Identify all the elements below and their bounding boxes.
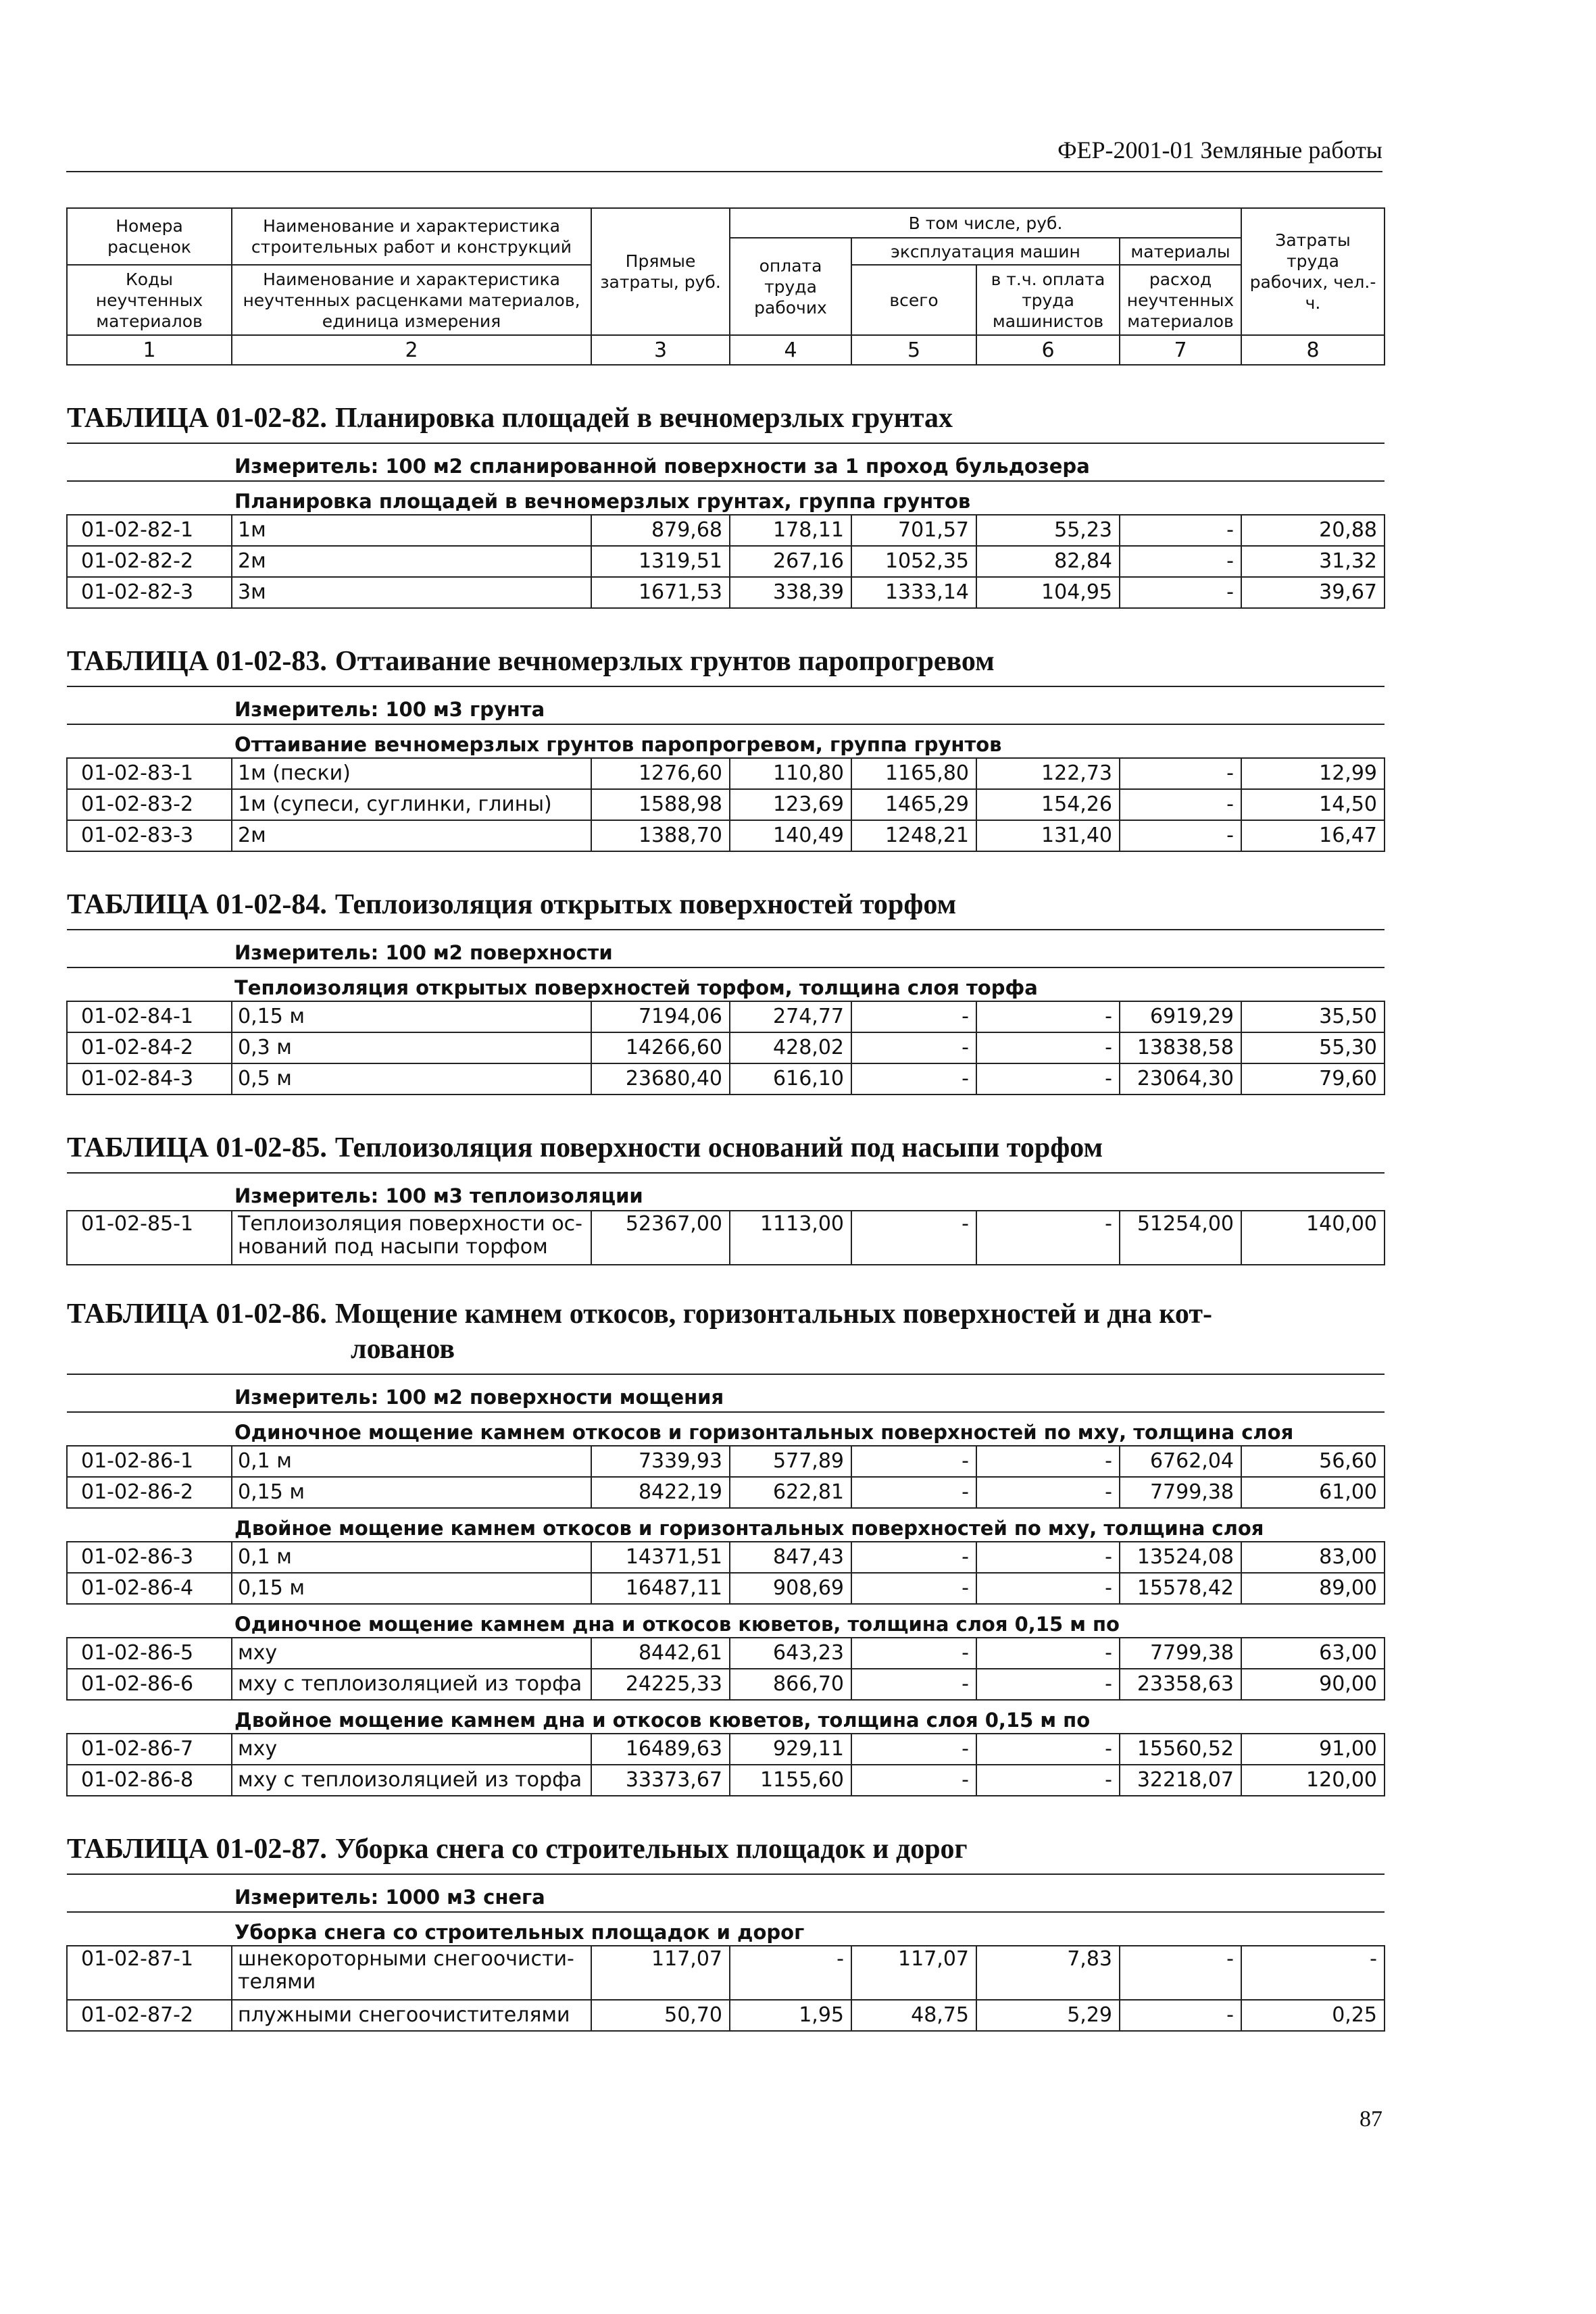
machines-total: 117,07 <box>851 1946 976 2000</box>
table-title-row <box>67 608 1385 686</box>
direct-costs: 1319,51 <box>591 546 730 577</box>
machines-total: - <box>851 1638 976 1669</box>
work-name: 1м (пески) <box>232 758 591 789</box>
materials-cost: 32218,07 <box>1120 1765 1241 1796</box>
machinists-pay: - <box>976 1765 1120 1796</box>
rate-code: 01-02-82-3 <box>67 577 232 608</box>
labor-hours: - <box>1241 1946 1385 2000</box>
work-name: 0,15 м <box>232 1573 591 1604</box>
group-title: Уборка снега со строительных площадок и дорог <box>67 1912 1385 1946</box>
work-name: 0,3 м <box>232 1032 591 1063</box>
worker-pay: 866,70 <box>730 1669 851 1700</box>
table-number: ТАБЛИЦА 01-02-83. <box>67 646 327 677</box>
labor-hours: 90,00 <box>1241 1669 1385 1700</box>
running-title: ФЕР-2001-01 Земляные работы <box>1057 136 1382 164</box>
rate-code: 01-02-83-3 <box>67 820 232 851</box>
machines-total: - <box>851 1477 976 1508</box>
materials-cost: - <box>1120 2000 1241 2031</box>
work-name: шнекороторными снегоочисти-телями <box>232 1946 591 2000</box>
materials-cost: - <box>1120 577 1241 608</box>
group-title-row <box>67 724 1385 758</box>
direct-costs: 7339,93 <box>591 1446 730 1477</box>
machines-header: эксплуатация машин <box>851 238 1120 265</box>
table-title <box>67 887 1385 922</box>
rate-code: 01-02-82-1 <box>67 515 232 546</box>
page-number: 87 <box>1360 2107 1382 2132</box>
labor-hours: 31,32 <box>1241 546 1385 577</box>
group-title-row <box>67 1604 1385 1638</box>
table-title-text: Мощение камнем откосов, горизонтальных поверхностей и дна кот- <box>334 1299 1212 1330</box>
machinists-pay: 104,95 <box>976 577 1120 608</box>
group-title-row <box>67 1412 1385 1446</box>
machines-total: 48,75 <box>851 2000 976 2031</box>
table-title-row <box>67 365 1385 443</box>
table-row <box>67 820 1385 851</box>
direct-costs: 24225,33 <box>591 1669 730 1700</box>
table-row <box>67 1946 1385 2000</box>
measure-value: 100 м2 поверхности мощения <box>385 1386 724 1409</box>
direct-costs: 14371,51 <box>591 1542 730 1573</box>
table-title <box>67 401 1385 436</box>
machinists-pay: 122,73 <box>976 758 1120 789</box>
col-name-sub-header: Наименование и характеристика неучтенных расценками материалов, единица измерения <box>232 265 591 335</box>
machinists-pay: - <box>976 1477 1120 1508</box>
worker-pay: 140,49 <box>730 820 851 851</box>
machines-total: 1165,80 <box>851 758 976 789</box>
labor-hours: 35,50 <box>1241 1001 1385 1032</box>
materials-cost: - <box>1120 1946 1241 2000</box>
materials-cost: 6762,04 <box>1120 1446 1241 1477</box>
machinists-pay: 82,84 <box>976 546 1120 577</box>
work-name: мху <box>232 1638 591 1669</box>
measure-value: 100 м2 поверхности <box>385 941 613 964</box>
table-row <box>67 758 1385 789</box>
measure-row <box>67 443 1385 481</box>
table-row <box>67 546 1385 577</box>
column-number: 5 <box>851 335 976 365</box>
labor-hours: 39,67 <box>1241 577 1385 608</box>
work-name: 1м <box>232 515 591 546</box>
worker-pay: 616,10 <box>730 1063 851 1095</box>
measure-value: 100 м3 грунта <box>385 698 545 721</box>
rate-code: 01-02-87-2 <box>67 2000 232 2031</box>
machines-total: 1052,35 <box>851 546 976 577</box>
rate-code: 01-02-84-2 <box>67 1032 232 1063</box>
machinists-pay: 5,29 <box>976 2000 1120 2031</box>
column-number: 3 <box>591 335 730 365</box>
table-title <box>67 1832 1385 1867</box>
rate-code: 01-02-86-3 <box>67 1542 232 1573</box>
materials-cost: 13524,08 <box>1120 1542 1241 1573</box>
worker-pay: 428,02 <box>730 1032 851 1063</box>
group-title: Планировка площадей в вечномерзлых грунтах, группа грунтов <box>67 481 1385 515</box>
measure-row <box>67 1173 1385 1211</box>
machines-total: - <box>851 1063 976 1095</box>
group-title-row <box>67 1508 1385 1542</box>
table-row <box>67 2000 1385 2031</box>
rate-code: 01-02-84-3 <box>67 1063 232 1095</box>
machinists-pay: - <box>976 1734 1120 1765</box>
machines-total: - <box>851 1573 976 1604</box>
column-number: 8 <box>1241 335 1385 365</box>
labor-hours: 56,60 <box>1241 1446 1385 1477</box>
measure-row <box>67 930 1385 967</box>
group-title: Двойное мощение камнем откосов и горизонтальных поверхностей по мху, толщина слоя <box>67 1508 1385 1542</box>
column-number: 2 <box>232 335 591 365</box>
table-section <box>67 851 1385 1095</box>
worker-pay: 110,80 <box>730 758 851 789</box>
materials-cost: 51254,00 <box>1120 1211 1241 1265</box>
estimate-table <box>66 207 1385 2032</box>
labor-hours: 140,00 <box>1241 1211 1385 1265</box>
machinists-pay: - <box>976 1032 1120 1063</box>
machines-total: - <box>851 1542 976 1573</box>
direct-costs: 23680,40 <box>591 1063 730 1095</box>
column-number: 4 <box>730 335 851 365</box>
work-name: 0,15 м <box>232 1001 591 1032</box>
table-title-row <box>67 1265 1385 1374</box>
group-title-row <box>67 481 1385 515</box>
labor-hours: 120,00 <box>1241 1765 1385 1796</box>
direct-costs: 8422,19 <box>591 1477 730 1508</box>
materials-cost: - <box>1120 789 1241 820</box>
measure-label: Измеритель: <box>234 1386 379 1409</box>
machines-total: - <box>851 1001 976 1032</box>
worker-pay: 929,11 <box>730 1734 851 1765</box>
measure-row <box>67 1374 1385 1412</box>
work-name: 2м <box>232 820 591 851</box>
table-title-text: Оттаивание вечномерзлых грунтов паропрогревом <box>334 646 995 677</box>
machinists-pay: - <box>976 1669 1120 1700</box>
machines-total: - <box>851 1211 976 1265</box>
direct-costs: 1671,53 <box>591 577 730 608</box>
col-hours-header: Затраты труда рабочих, чел.-ч. <box>1241 208 1385 335</box>
machinists-pay: - <box>976 1573 1120 1604</box>
measure-label: Измеритель: <box>234 1886 379 1909</box>
machines-total: - <box>851 1669 976 1700</box>
col-name-header: Наименование и характеристика строительных работ и конструкций <box>232 208 591 265</box>
table-number: ТАБЛИЦА 01-02-84. <box>67 889 327 920</box>
col-machines-total-header: всего <box>851 265 976 335</box>
labor-hours: 79,60 <box>1241 1063 1385 1095</box>
labor-hours: 12,99 <box>1241 758 1385 789</box>
column-number: 6 <box>976 335 1120 365</box>
table-title-text: Планировка площадей в вечномерзлых грунтах <box>334 403 953 434</box>
worker-pay: 1113,00 <box>730 1211 851 1265</box>
group-title-row <box>67 967 1385 1001</box>
labor-hours: 0,25 <box>1241 2000 1385 2031</box>
worker-pay: 274,77 <box>730 1001 851 1032</box>
col-machines-labor-header: в т.ч. оплата труда машинистов <box>976 265 1120 335</box>
table-title <box>67 1297 1385 1367</box>
machines-total: - <box>851 1446 976 1477</box>
table-row <box>67 1638 1385 1669</box>
labor-hours: 63,00 <box>1241 1638 1385 1669</box>
machines-total: - <box>851 1032 976 1063</box>
group-title: Двойное мощение камнем дна и откосов кюветов, толщина слоя 0,15 м по <box>67 1700 1385 1734</box>
worker-pay: 622,81 <box>730 1477 851 1508</box>
table-row <box>67 1001 1385 1032</box>
machines-total: 1333,14 <box>851 577 976 608</box>
materials-cost: 15560,52 <box>1120 1734 1241 1765</box>
work-name: плужными снегоочистителями <box>232 2000 591 2031</box>
direct-costs: 1276,60 <box>591 758 730 789</box>
worker-pay: 1,95 <box>730 2000 851 2031</box>
machinists-pay: - <box>976 1063 1120 1095</box>
labor-hours: 16,47 <box>1241 820 1385 851</box>
rate-code: 01-02-83-1 <box>67 758 232 789</box>
table-number: ТАБЛИЦА 01-02-85. <box>67 1132 327 1163</box>
machines-total: - <box>851 1765 976 1796</box>
table-number: ТАБЛИЦА 01-02-87. <box>67 1834 327 1865</box>
table-title-row <box>67 1095 1385 1173</box>
col-codes-sub-header: Коды неучтенных материалов <box>67 265 232 335</box>
table-row <box>67 1477 1385 1508</box>
rate-code: 01-02-85-1 <box>67 1211 232 1265</box>
table-title-row <box>67 1796 1385 1874</box>
table-row <box>67 1669 1385 1700</box>
worker-pay: 178,11 <box>730 515 851 546</box>
table-title-text: Теплоизоляция открытых поверхностей торфом <box>334 889 957 920</box>
work-name: 3м <box>232 577 591 608</box>
page-header <box>66 132 1382 172</box>
machines-total: - <box>851 1734 976 1765</box>
measure-label: Измеритель: <box>234 941 379 964</box>
materials-cost: - <box>1120 820 1241 851</box>
machinists-pay: - <box>976 1638 1120 1669</box>
direct-costs: 14266,60 <box>591 1032 730 1063</box>
labor-hours: 20,88 <box>1241 515 1385 546</box>
group-title: Оттаивание вечномерзлых грунтов паропрогревом, группа грунтов <box>67 724 1385 758</box>
direct-costs: 117,07 <box>591 1946 730 2000</box>
materials-cost: 7799,38 <box>1120 1477 1241 1508</box>
materials-cost: 23358,63 <box>1120 1669 1241 1700</box>
table-title <box>67 644 1385 679</box>
table-row <box>67 1063 1385 1095</box>
materials-header: материалы <box>1120 238 1241 265</box>
direct-costs: 1588,98 <box>591 789 730 820</box>
table-title-continuation: лованов <box>351 1334 455 1365</box>
table-row <box>67 1765 1385 1796</box>
direct-costs: 50,70 <box>591 2000 730 2031</box>
direct-costs: 7194,06 <box>591 1001 730 1032</box>
measure-value: 100 м3 теплоизоляции <box>385 1184 643 1207</box>
worker-pay: - <box>730 1946 851 2000</box>
labor-hours: 61,00 <box>1241 1477 1385 1508</box>
machines-total: 1465,29 <box>851 789 976 820</box>
column-numbers-row <box>67 335 1385 365</box>
work-name: 1м (супеси, суглинки, глины) <box>232 789 591 820</box>
table-row <box>67 1734 1385 1765</box>
table-title-text: Уборка снега со строительных площадок и дорог <box>334 1834 968 1865</box>
direct-costs: 33373,67 <box>591 1765 730 1796</box>
table-row <box>67 577 1385 608</box>
direct-costs: 879,68 <box>591 515 730 546</box>
work-name: 0,1 м <box>232 1542 591 1573</box>
table-title-row <box>67 851 1385 930</box>
materials-cost: 23064,30 <box>1120 1063 1241 1095</box>
col-materials-header: расход неучтенных материалов <box>1120 265 1241 335</box>
materials-cost: - <box>1120 546 1241 577</box>
table-row <box>67 515 1385 546</box>
table-row <box>67 789 1385 820</box>
rate-code: 01-02-86-8 <box>67 1765 232 1796</box>
direct-costs: 16489,63 <box>591 1734 730 1765</box>
worker-pay: 338,39 <box>730 577 851 608</box>
measure-row <box>67 686 1385 724</box>
table-number: ТАБЛИЦА 01-02-86. <box>67 1299 327 1330</box>
machinists-pay: - <box>976 1211 1120 1265</box>
group-title: Теплоизоляция открытых поверхностей торфом, толщина слоя торфа <box>67 967 1385 1001</box>
machinists-pay: 131,40 <box>976 820 1120 851</box>
labor-hours: 89,00 <box>1241 1573 1385 1604</box>
table-title <box>67 1130 1385 1165</box>
worker-pay: 908,69 <box>730 1573 851 1604</box>
table-section <box>67 608 1385 851</box>
rate-code: 01-02-86-1 <box>67 1446 232 1477</box>
rate-code: 01-02-86-2 <box>67 1477 232 1508</box>
rate-code: 01-02-86-5 <box>67 1638 232 1669</box>
work-name: мху <box>232 1734 591 1765</box>
machines-total: 701,57 <box>851 515 976 546</box>
labor-hours: 14,50 <box>1241 789 1385 820</box>
labor-hours: 91,00 <box>1241 1734 1385 1765</box>
table-row <box>67 1211 1385 1265</box>
group-title-row <box>67 1912 1385 1946</box>
materials-cost: - <box>1120 515 1241 546</box>
direct-costs: 1388,70 <box>591 820 730 851</box>
rate-code: 01-02-86-7 <box>67 1734 232 1765</box>
work-name: 0,1 м <box>232 1446 591 1477</box>
work-name: мху с теплоизоляцией из торфа <box>232 1765 591 1796</box>
rate-code: 01-02-82-2 <box>67 546 232 577</box>
in-total-header: В том числе, руб. <box>730 208 1241 238</box>
direct-costs: 52367,00 <box>591 1211 730 1265</box>
machinists-pay: 154,26 <box>976 789 1120 820</box>
work-name: 0,15 м <box>232 1477 591 1508</box>
table-row <box>67 1573 1385 1604</box>
measure-label: Измеритель: <box>234 455 379 478</box>
machinists-pay: - <box>976 1001 1120 1032</box>
rate-code: 01-02-83-2 <box>67 789 232 820</box>
machinists-pay: - <box>976 1542 1120 1573</box>
table-number: ТАБЛИЦА 01-02-82. <box>67 403 327 434</box>
labor-hours: 55,30 <box>1241 1032 1385 1063</box>
table-row <box>67 1446 1385 1477</box>
measure-label: Измеритель: <box>234 698 379 721</box>
rate-code: 01-02-86-6 <box>67 1669 232 1700</box>
rate-code: 01-02-86-4 <box>67 1573 232 1604</box>
worker-pay: 577,89 <box>730 1446 851 1477</box>
work-name: 0,5 м <box>232 1063 591 1095</box>
table-section <box>67 1265 1385 1796</box>
machinists-pay: 55,23 <box>976 515 1120 546</box>
table-head <box>67 208 1385 365</box>
direct-costs: 16487,11 <box>591 1573 730 1604</box>
column-number: 1 <box>67 335 232 365</box>
table-section <box>67 1796 1385 2031</box>
measure-label: Измеритель: <box>234 1184 379 1207</box>
worker-pay: 847,43 <box>730 1542 851 1573</box>
table-row <box>67 1032 1385 1063</box>
direct-costs: 8442,61 <box>591 1638 730 1669</box>
measure-row <box>67 1874 1385 1912</box>
work-name: Теплоизоляция поверхности ос-нований под насыпи торфом <box>232 1211 591 1265</box>
measure-value: 1000 м3 снега <box>385 1886 545 1909</box>
work-name: 2м <box>232 546 591 577</box>
measure-value: 100 м2 спланированной поверхности за 1 проход бульдозера <box>385 455 1090 478</box>
labor-hours: 83,00 <box>1241 1542 1385 1573</box>
materials-cost: 6919,29 <box>1120 1001 1241 1032</box>
worker-pay: 123,69 <box>730 789 851 820</box>
group-title-row <box>67 1700 1385 1734</box>
col-direct-header: Прямые затраты, руб. <box>591 208 730 335</box>
materials-cost: 13838,58 <box>1120 1032 1241 1063</box>
table-section <box>67 1095 1385 1265</box>
work-name: мху с теплоизоляцией из торфа <box>232 1669 591 1700</box>
rate-code: 01-02-87-1 <box>67 1946 232 2000</box>
rate-code: 01-02-84-1 <box>67 1001 232 1032</box>
worker-pay: 1155,60 <box>730 1765 851 1796</box>
group-title: Одиночное мощение камнем откосов и горизонтальных поверхностей по мху, толщина слоя <box>67 1412 1385 1446</box>
materials-cost: 7799,38 <box>1120 1638 1241 1669</box>
worker-pay: 643,23 <box>730 1638 851 1669</box>
col-codes-header: Номера расценок <box>67 208 232 265</box>
group-title: Одиночное мощение камнем дна и откосов кюветов, толщина слоя 0,15 м по <box>67 1604 1385 1638</box>
machinists-pay: - <box>976 1446 1120 1477</box>
materials-cost: - <box>1120 758 1241 789</box>
table-row <box>67 1542 1385 1573</box>
table-title-text: Теплоизоляция поверхности оснований под насыпи торфом <box>334 1132 1103 1163</box>
materials-cost: 15578,42 <box>1120 1573 1241 1604</box>
machinists-pay: 7,83 <box>976 1946 1120 2000</box>
machines-total: 1248,21 <box>851 820 976 851</box>
column-number: 7 <box>1120 335 1241 365</box>
col-labor-header: оплата труда рабочих <box>730 238 851 335</box>
worker-pay: 267,16 <box>730 546 851 577</box>
table-section <box>67 365 1385 608</box>
